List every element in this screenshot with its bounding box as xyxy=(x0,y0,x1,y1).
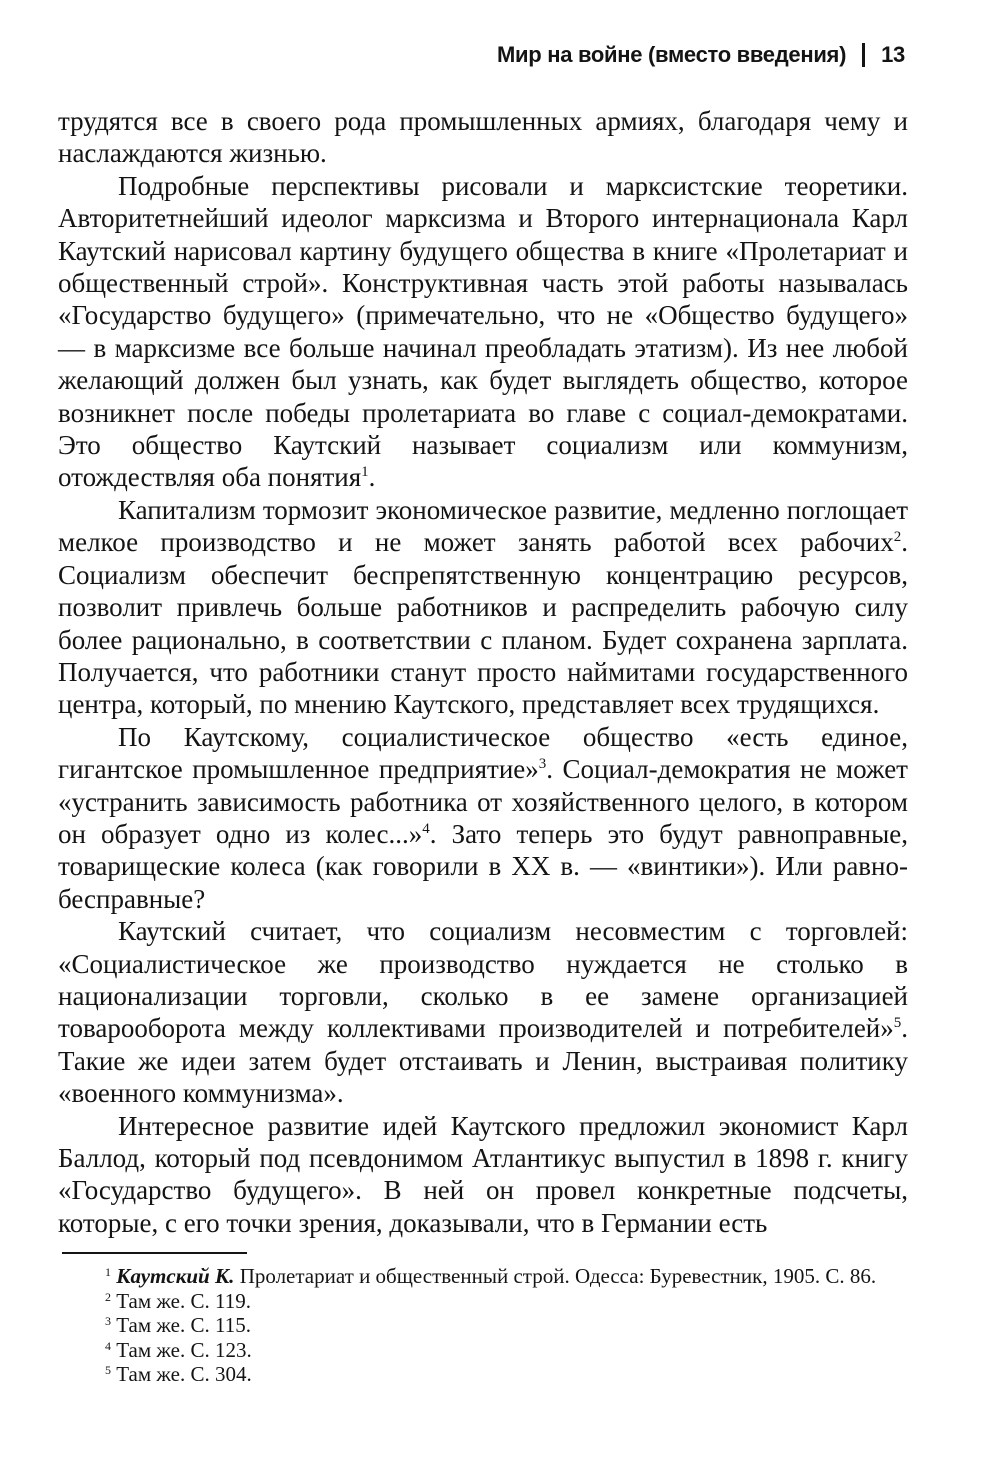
paragraph: По Каутскому, социалистическое общество «есть единое, гигантское промышленное предприятие»$^3$. Социал-демократия не может «устранить зависимость работника от хозяйственного целого, в котором он образует одно из колес...»$^4$. Зато теперь это будут равноправные, товарищеские колеса (как говорили в XX в. — «винтики»). Или равно-бесправные? xyxy=(58,721,908,914)
paragraph: Подробные перспективы рисовали и марксистские теоретики. Авторитетнейший идеолог марксизма и Второго интернационала Карл Каутский нарисовал картину будущего общества в книге «Пролетариат и общественный строй». Конструктивная часть этой работы называлась «Государство будущего» (примечательно, что не «Общество будущего» — в марксизме все больше начинал преобладать этатизм). Из нее любой желающий должен был узнать, как будет выглядеть общество, которое возникнет после победы пролетариата во главе с социал-демократами. Это общество Каутский называет социализм или коммунизм, отождествляя оба понятия$^1$. xyxy=(58,170,908,493)
paragraph: Интересное развитие идей Каутского предложил экономист Карл Баллод, который под псевдонимом Атлантикус выпустил в 1898 г. книгу «Государство будущего». В ней он провел конкретные подсчеты, которые, с его точки зрения, доказывали, что в Германии есть xyxy=(58,1110,908,1238)
footnotes xyxy=(60,1264,920,1387)
paragraph: Каутский считает, что социализм несовместим с торговлей: «Социалистическое же производство нуждается не столько в национализации торговли, сколько в ее замене организацией товарооборота между коллективами производителей и потребителей»$^5$. Такие же идеи затем будет отстаивать и Ленин, выстраивая политику «военного коммунизма». xyxy=(58,916,908,1109)
footnote: $^3$ Там же. С. 115. xyxy=(105,1313,251,1337)
footnote-ref: 3 xyxy=(538,756,547,773)
footnote: $^1$ Каутский К. Пролетариат и общественный строй. Одесса: Буревестник, 1905. С. 86. xyxy=(105,1264,877,1288)
paragraph: Капитализм тормозит экономическое развитие, медленно поглощает мелкое производство и не может занять работой всех рабочих$^2$. Социализм обеспечит беспрепятственную концентрацию ресурсов, позволит привлечь больше работников и распределить рабочую силу более рационально, в соответствии с планом. Будет сохранена зарплата. Получается, что работники станут просто наймитами государственного центра, который, по мнению Каутского, представляет всех трудящихся. xyxy=(58,494,908,720)
footnote: $^2$ Там же. С. 119. xyxy=(105,1288,251,1313)
footnote-ref: 1 xyxy=(361,464,369,481)
footnote-author: Каутский К. xyxy=(116,1264,235,1288)
footnote-ref: 4 xyxy=(422,820,430,837)
footnote-ref: 2 xyxy=(893,529,902,546)
page-number: 13 xyxy=(881,42,905,67)
chapter-title: Мир на войне (вместо введения) xyxy=(497,42,847,67)
footnote-ref: 5 xyxy=(893,1015,902,1032)
running-head xyxy=(497,42,905,68)
footnote-separator xyxy=(62,1252,247,1254)
body-text xyxy=(58,105,908,1239)
header-divider xyxy=(862,43,865,67)
paragraph-continuation: трудятся все в своего рода промышленных армиях, благодаря чему и наслаждаются жизнью. xyxy=(58,106,908,169)
footnote: $^4$ Там же. С. 123. xyxy=(105,1337,252,1362)
footnote: $^5$ Там же. С. 304. xyxy=(105,1362,252,1386)
